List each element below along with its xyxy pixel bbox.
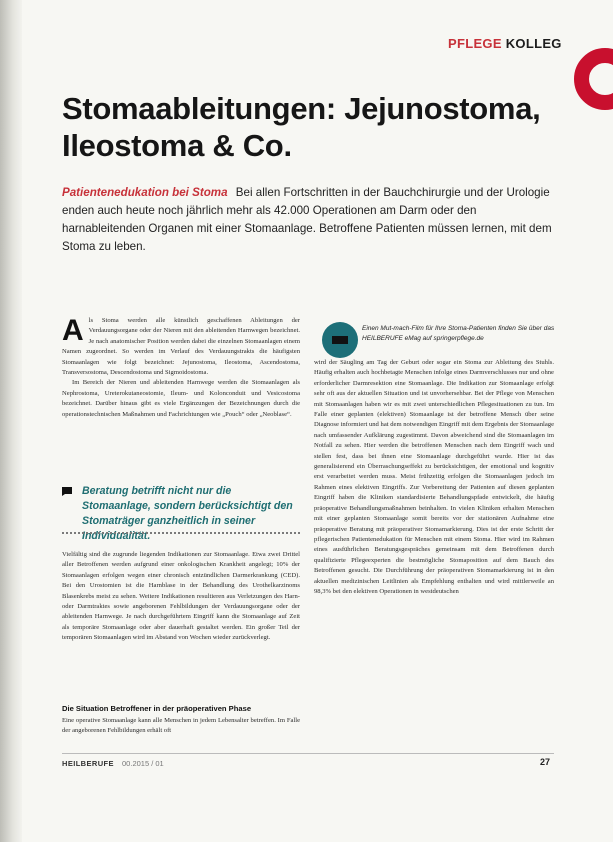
paragraph-1 [62,316,300,378]
video-play-icon [332,336,348,344]
pull-quote [62,484,300,544]
body-column-left-bottom [62,550,300,644]
body-column-right [314,358,554,597]
kicker-part1: PFLEGE [448,36,502,51]
pull-quote-text: Beratung betrifft nicht nur die Stomaanlage, sondern berücksichtigt den Stomaträger ganzheitlich in seiner Individualität. [82,485,293,542]
page-number: 27 [540,757,551,767]
paragraph-3: Vielfältig sind die zugrunde liegenden Indikationen zur Stomaanlage. Etwa zwei Drittel aller Betroffenen werden aufgrund einer onkologischen Krankheit angelegt; 10% der Stomaanlagen erfolgen wegen einer chronisch entzündlichen Darmerkrankung (CED). Bei den Urostomien ist die Harnblase in der Behandlung des Urothelkarzinoms Blasenkrebs meist zu sehen. Weitere Indikationen resultieren aus Verletzungen des Harn- oder Darmtraktes sowie angeborenen Fehlbildungen der Verdauungsorgane oder der ableitenden Harnwege. Je nach durchgeführtem Eingriff kann die Stomaanlage auf Zeit als temporäre Stomaanlage oder aber dauerhaft gestaltet werden. Ein großer Teil der temporären Stomaanlagen wird im Abstand von Wochen wieder zurückverlegt. [62,551,300,642]
intro-lead: Patientenedukation bei Stoma [62,186,228,199]
pull-quote-rule [62,532,300,534]
binding-shadow [0,0,22,842]
section-kicker [448,36,562,51]
section-subhead: Die Situation Betroffener in der präoperativen Phase [62,704,252,713]
video-note[interactable] [322,322,555,350]
body-column-left-top [62,316,300,420]
paragraph-4: Eine operative Stomaanlage kann alle Menschen in jedem Lebensalter betreffen. Im Falle der angeborenen Fehlbildungen erhält oft [62,717,300,735]
issue-info: 00.2015 / 01 [122,759,164,768]
kicker-part2: KOLLEG [505,36,562,51]
video-note-text: Einen Mut-mach-Film für Ihre Stoma-Patienten finden Sie über das HEILBERUFE eMag auf springerpflege.de [362,325,555,342]
body-column-left-end [62,716,300,737]
paragraph-2: Im Bereich der Nieren und ableitenden Harnwege werden die Stomaanlagen als Nephrostoma, Ureterokutaneostomie, Ileum- und Kolonconduit und Vesicostoma bezeichnet. Darüber hinaus gibt es viele Ergänzungen der Bezeichnungen durch die operationstechnischen Maßnahmen und Fachrichtungen wie „Pouch“ oder „Neoblase“. [62,379,300,418]
article-intro [62,184,552,256]
paragraph-1-text: ls Stoma werden alle künstlich geschaffenen Ableitungen der Verdauungsorgane oder der Nieren mit den ableitenden Harnwegen bezeichnet. Je nach anatomischer Position werden dabei die einzelnen Stomaanlagen einem Namen zugeordnet. So werden im Verlauf des Verdauungstrakts die häufigsten Stomaanlagen wie folgt bezeichnet: Jejunostoma, Ileostoma, Ascendostoma, Transversostoma, Descendostoma und Sigmoidostoma. [62,317,300,377]
magazine-name: HEILBERUFE [62,759,114,768]
speech-bubble-icon [62,487,72,496]
dropcap: A [62,314,84,347]
article-title: Stomaableitungen: Jejunostoma, Ileostoma & Co. [62,91,541,163]
intro-text: Bei allen Fortschritten in der Bauchchirurgie und der Urologie enden auch heute noch jährlich mehr als 42.000 Operationen am Darm oder den harnableitenden Organen mit einer Stomaanlage. Betroffene Patienten müssen lernen, mit dem Stoma zu leben. [62,186,552,253]
footer-rule [62,753,554,754]
footer-magazine [62,759,164,768]
right-column-text: wird der Säugling am Tag der Geburt oder sogar ein Stoma zur Ableitung des Stuhls. Häufig erhalten auch hochbetagte Menschen infolge eines Darmverschlusses nur und ohne erforderlicher Darmresektion eine Stomaanlage. Die Indikation zur Stomaanlage erfolgt sehr oft aus der aktuellen Situation und ist unvorhersehbar. Bei der Pflege von Menschen mit Stomaanlagen haben wir es mit zwei unterschiedlichen Pflegesituationen zu tun. Im Falle einer geplanten (elektiven) Stomaanlage ist der betroffene Mensch über seine Diagnose informiert und hat dem notwendigen Eingriff mit dem Ergebnis der Stomaanlage nach umfassender Aufklärung zugestimmt. Davon abweichend sind die Stomaanlagen im Notfall zu sehen. Hier werden die betroffenen Menschen nach dem Eingriff wach und stellen fest, dass bei ihnen eine Stomaanlage durchgeführt wurde. Hier ist das generalisierend ein Überraschungseffekt zu berücksichtigen, der emotional und kognitiv erst verarbeitet werden muss. Meist frühzeitig erfolgen die Stomaanlagen jedoch im Rahmen eines elektiven Eingriffs. Zur Vorbereitung der Patienten auf diesen geplanten Eingriff haben die Kliniken standardisierte Behandlungspfade entwickelt, die häufig präoperative Behandlungsmaßnahmen beinhalten. In vielen Kliniken erhalten Menschen mit einer geplanten Stomaanlage somit bereits vor der stationären Aufnahme eine präoperative Beratung mit präoperativer Stomamarkierung. Dies ist der erste Schritt der pflegerischen Patientenedukation für Menschen mit einem Stoma. Hier wird im Rahmen eines ausführlichen Beratungsgespräches gemeinsam mit dem Betroffenen durch qualifizierte Pflegeexperten die bestmögliche Stomaposition auf dem Bauch des Betroffenen gesucht. Die Durchführung der präoperativen Stomamarkierung ist in den aktuellen medizinischen Leitlinien als Empfehlung enthalten und wird mittlerweile an 98,3% bei den elektiven Operationen in westdeutschen [314,359,554,595]
